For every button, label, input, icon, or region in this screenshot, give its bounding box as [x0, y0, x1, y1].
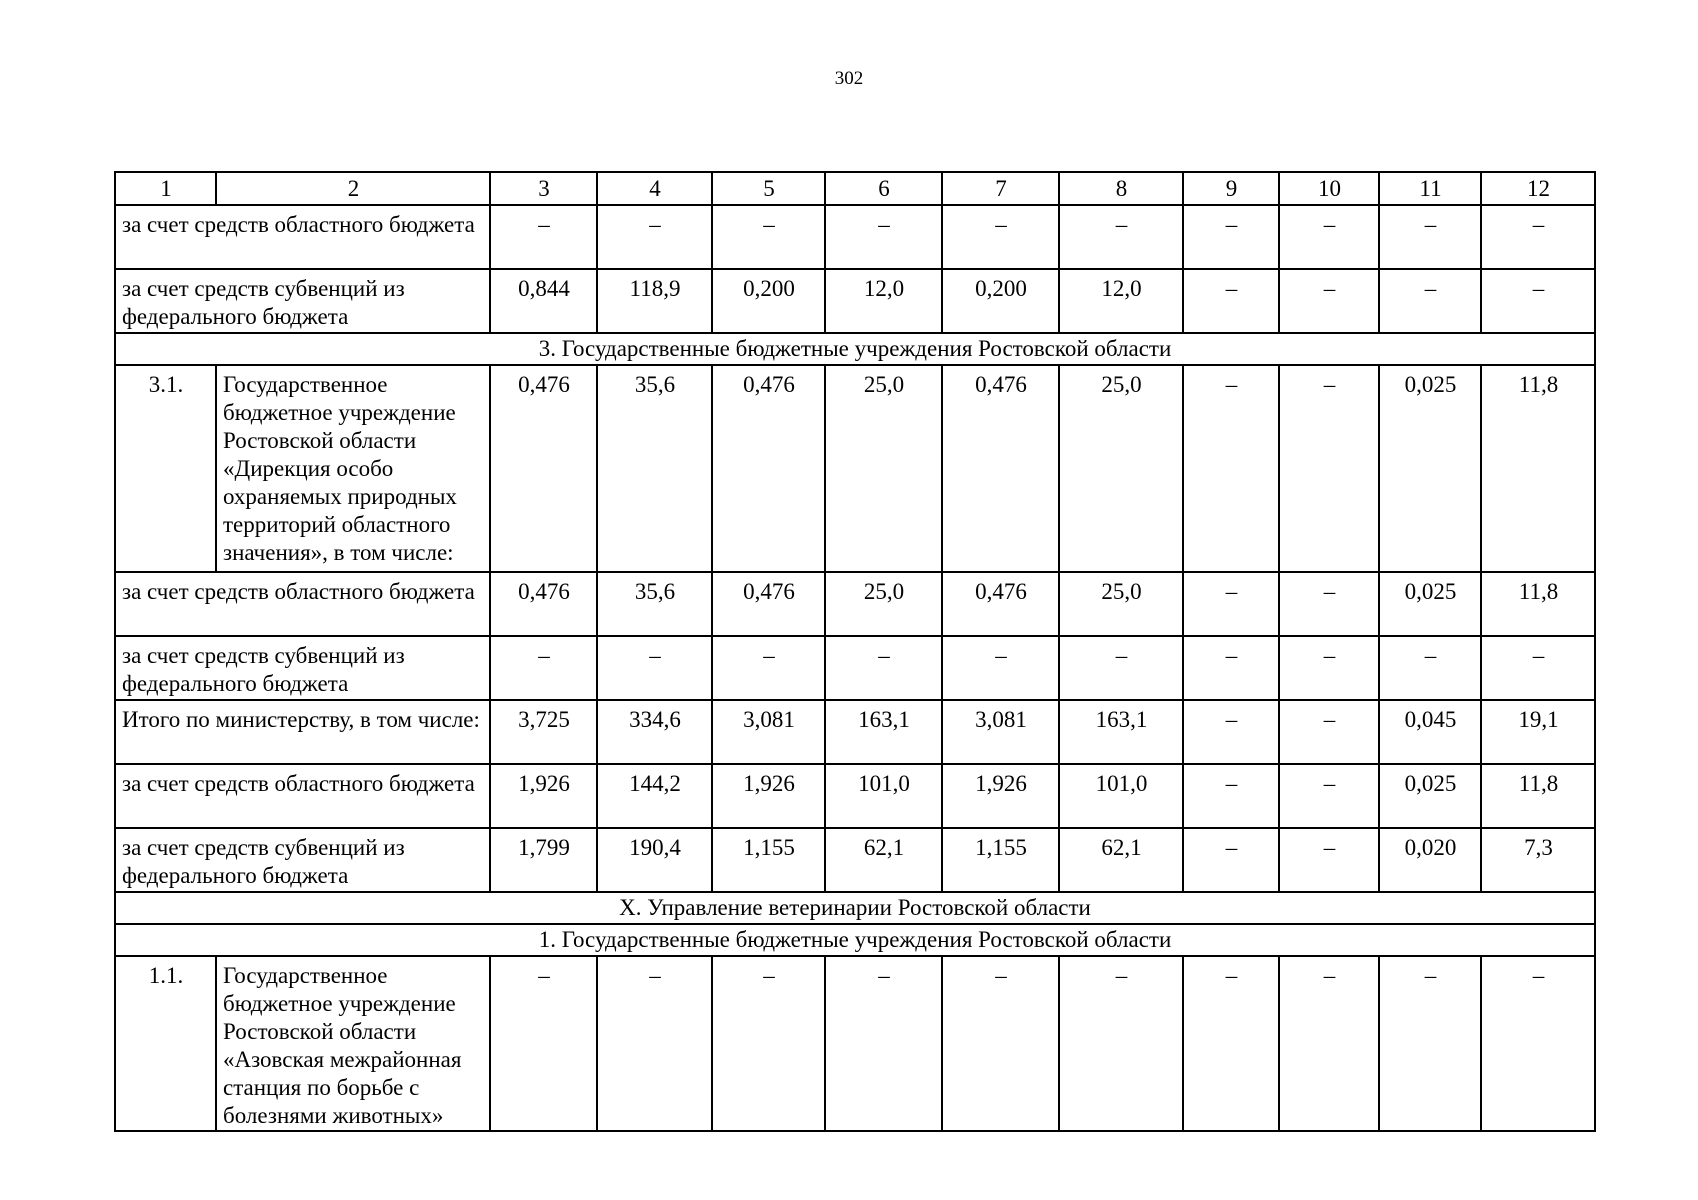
value-cell: 0,476: [712, 572, 825, 636]
value-cell: –: [1481, 956, 1595, 1131]
value-cell: –: [1279, 700, 1379, 764]
value-cell: 144,2: [597, 764, 712, 828]
value-cell: 19,1: [1481, 700, 1595, 764]
section-row: [115, 924, 1595, 956]
value-cell: 35,6: [597, 572, 712, 636]
header-cell: 1: [115, 172, 216, 205]
header-cell: 3: [490, 172, 597, 205]
value-cell: 163,1: [1059, 700, 1183, 764]
value-cell: –: [1379, 205, 1481, 269]
value-cell: –: [1279, 205, 1379, 269]
table-row: [115, 205, 1595, 269]
value-cell: –: [1183, 205, 1279, 269]
value-cell: 12,0: [825, 269, 942, 333]
row-label: за счет средств субвенций из федерального бюджета: [115, 636, 490, 700]
value-cell: 11,8: [1481, 764, 1595, 828]
value-cell: 0,045: [1379, 700, 1481, 764]
table-row: [115, 572, 1595, 636]
value-cell: 11,8: [1481, 365, 1595, 572]
value-cell: 1,926: [942, 764, 1059, 828]
value-cell: 0,844: [490, 269, 597, 333]
section-title: 1. Государственные бюджетные учреждения Ростовской области: [115, 924, 1595, 956]
value-cell: –: [1059, 636, 1183, 700]
row-label: Государственное бюджетное учреждение Ростовской области «Дирекция особо охраняемых природных территорий областного значения», в том числе:: [216, 365, 490, 572]
value-cell: 1,926: [490, 764, 597, 828]
value-cell: –: [1481, 205, 1595, 269]
header-cell: 8: [1059, 172, 1183, 205]
value-cell: 3,725: [490, 700, 597, 764]
value-cell: 0,200: [712, 269, 825, 333]
value-cell: 11,8: [1481, 572, 1595, 636]
value-cell: –: [1481, 269, 1595, 333]
section-row: [115, 333, 1595, 365]
value-cell: –: [1183, 269, 1279, 333]
value-cell: –: [597, 636, 712, 700]
row-index: 3.1.: [115, 365, 216, 572]
value-cell: –: [490, 205, 597, 269]
value-cell: –: [825, 205, 942, 269]
value-cell: 62,1: [825, 828, 942, 892]
header-cell: 5: [712, 172, 825, 205]
value-cell: 25,0: [1059, 365, 1183, 572]
value-cell: 0,020: [1379, 828, 1481, 892]
value-cell: –: [1279, 636, 1379, 700]
page-number: 302: [834, 68, 864, 89]
value-cell: 25,0: [825, 572, 942, 636]
value-cell: –: [1183, 828, 1279, 892]
value-cell: –: [1279, 365, 1379, 572]
value-cell: 0,476: [942, 365, 1059, 572]
value-cell: –: [942, 956, 1059, 1131]
value-cell: –: [1059, 956, 1183, 1131]
value-cell: 0,200: [942, 269, 1059, 333]
section-row: [115, 892, 1595, 924]
header-cell: 9: [1183, 172, 1279, 205]
value-cell: –: [1279, 956, 1379, 1131]
data-table: [114, 171, 1596, 1132]
value-cell: 101,0: [1059, 764, 1183, 828]
value-cell: 0,476: [712, 365, 825, 572]
value-cell: 1,926: [712, 764, 825, 828]
header-cell: 12: [1481, 172, 1595, 205]
value-cell: –: [1279, 572, 1379, 636]
value-cell: 35,6: [597, 365, 712, 572]
value-cell: 163,1: [825, 700, 942, 764]
value-cell: –: [1183, 572, 1279, 636]
row-label: за счет средств субвенций из федерального бюджета: [115, 828, 490, 892]
value-cell: 334,6: [597, 700, 712, 764]
value-cell: –: [1183, 764, 1279, 828]
value-cell: 190,4: [597, 828, 712, 892]
value-cell: 0,476: [490, 365, 597, 572]
row-index: 1.1.: [115, 956, 216, 1131]
section-title: X. Управление ветеринарии Ростовской области: [115, 892, 1595, 924]
value-cell: 0,025: [1379, 764, 1481, 828]
value-cell: –: [1183, 365, 1279, 572]
value-cell: 3,081: [712, 700, 825, 764]
value-cell: –: [1379, 956, 1481, 1131]
value-cell: –: [1183, 700, 1279, 764]
value-cell: –: [1379, 636, 1481, 700]
value-cell: –: [1279, 764, 1379, 828]
header-cell: 10: [1279, 172, 1379, 205]
header-cell: 6: [825, 172, 942, 205]
value-cell: –: [1183, 636, 1279, 700]
row-label: за счет средств областного бюджета: [115, 205, 490, 269]
table-row: [115, 956, 1595, 1131]
value-cell: –: [1481, 636, 1595, 700]
value-cell: –: [490, 636, 597, 700]
value-cell: 25,0: [1059, 572, 1183, 636]
value-cell: –: [1279, 828, 1379, 892]
table-row: [115, 636, 1595, 700]
row-label: за счет средств субвенций из федерального бюджета: [115, 269, 490, 333]
value-cell: –: [1279, 269, 1379, 333]
value-cell: –: [942, 636, 1059, 700]
value-cell: 101,0: [825, 764, 942, 828]
value-cell: 0,025: [1379, 365, 1481, 572]
table-row: [115, 365, 1595, 572]
header-row: [115, 172, 1595, 205]
value-cell: 1,799: [490, 828, 597, 892]
value-cell: 0,025: [1379, 572, 1481, 636]
row-label: Итого по министерству, в том числе:: [115, 700, 490, 764]
table-row: [115, 828, 1595, 892]
value-cell: 62,1: [1059, 828, 1183, 892]
row-label: за счет средств областного бюджета: [115, 572, 490, 636]
value-cell: 1,155: [712, 828, 825, 892]
value-cell: –: [712, 205, 825, 269]
value-cell: 0,476: [490, 572, 597, 636]
row-label: Государственное бюджетное учреждение Ростовской области «Азовская межрайонная станция по борьбе с болезнями животных»: [216, 956, 490, 1131]
value-cell: 12,0: [1059, 269, 1183, 333]
header-cell: 4: [597, 172, 712, 205]
value-cell: 1,155: [942, 828, 1059, 892]
section-title: 3. Государственные бюджетные учреждения Ростовской области: [115, 333, 1595, 365]
value-cell: –: [1379, 269, 1481, 333]
value-cell: 7,3: [1481, 828, 1595, 892]
value-cell: 0,476: [942, 572, 1059, 636]
value-cell: 3,081: [942, 700, 1059, 764]
value-cell: 25,0: [825, 365, 942, 572]
header-cell: 2: [216, 172, 490, 205]
table-row: [115, 764, 1595, 828]
value-cell: –: [1059, 205, 1183, 269]
row-label: за счет средств областного бюджета: [115, 764, 490, 828]
value-cell: –: [825, 956, 942, 1131]
value-cell: –: [597, 205, 712, 269]
value-cell: –: [490, 956, 597, 1131]
header-cell: 7: [942, 172, 1059, 205]
value-cell: –: [1183, 956, 1279, 1131]
value-cell: –: [942, 205, 1059, 269]
value-cell: –: [712, 636, 825, 700]
table-row: [115, 269, 1595, 333]
value-cell: –: [597, 956, 712, 1131]
header-cell: 11: [1379, 172, 1481, 205]
value-cell: –: [712, 956, 825, 1131]
value-cell: –: [825, 636, 942, 700]
value-cell: 118,9: [597, 269, 712, 333]
table-row: [115, 700, 1595, 764]
